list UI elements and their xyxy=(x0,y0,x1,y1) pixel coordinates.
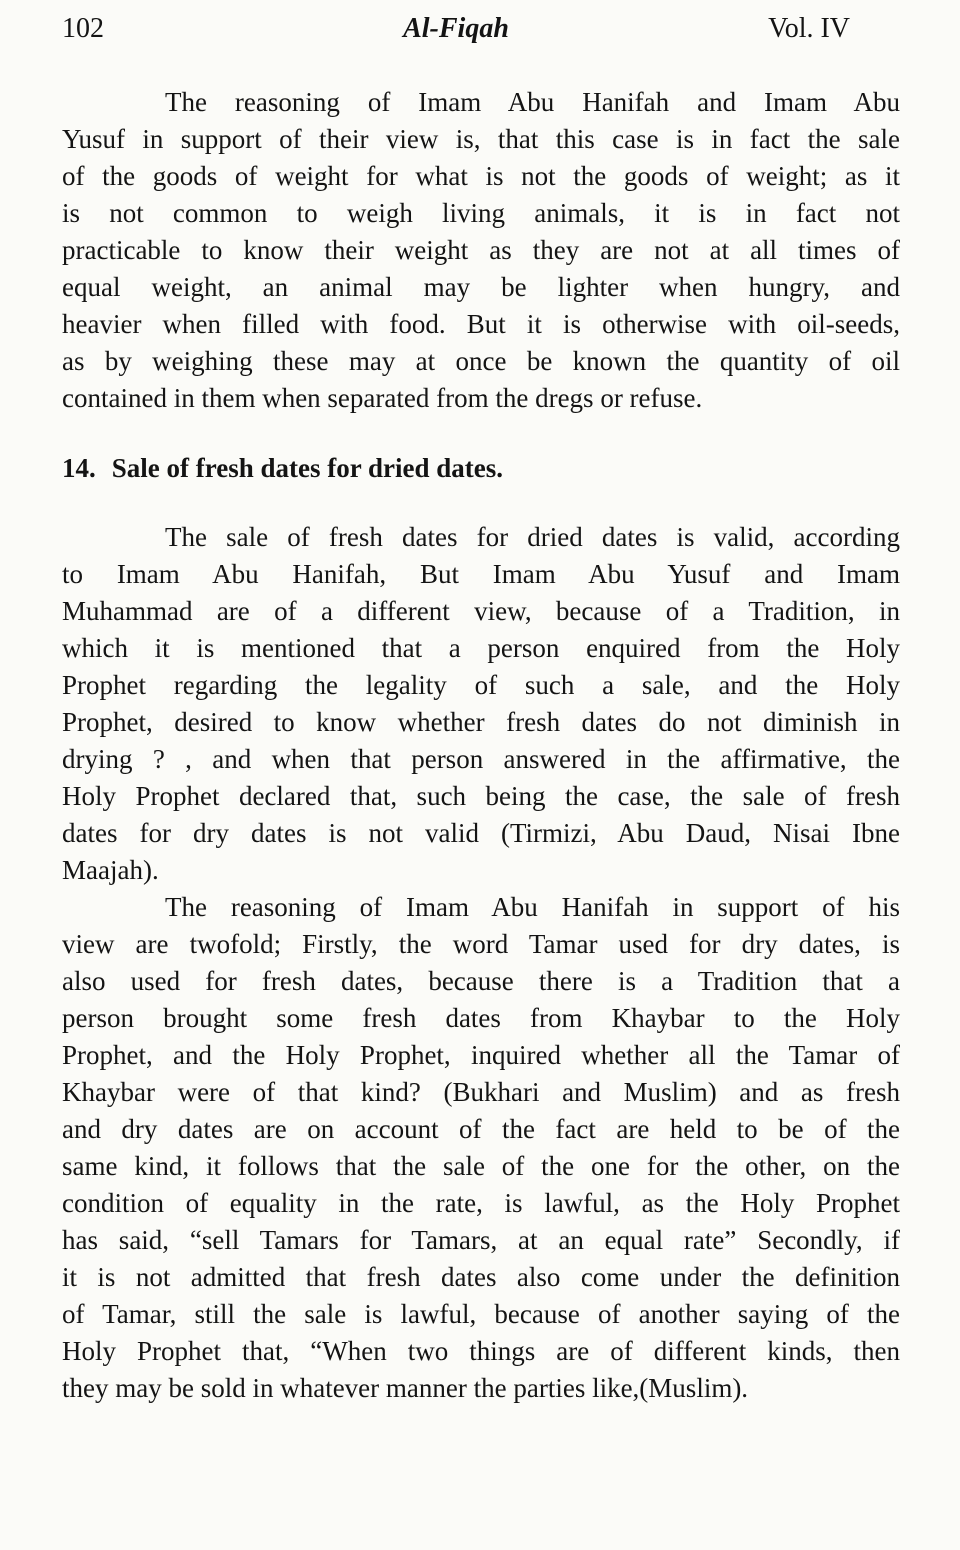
text-line: to Imam Abu Hanifah, But Imam Abu Yusuf and Imam xyxy=(62,559,900,589)
text-line: Holy Prophet that, “When two things are of different kinds, then xyxy=(62,1336,900,1366)
text-line: Maajah). xyxy=(62,855,159,885)
section-title: Sale of fresh dates for dried dates. xyxy=(111,453,503,483)
text-line: drying ? , and when that person answered in the affirmative, the xyxy=(62,744,900,774)
text-line: and dry dates are on account of the fact are held to be of the xyxy=(62,1114,900,1144)
page-header xyxy=(0,0,960,48)
volume-label: Vol. IV xyxy=(768,13,851,44)
text-line: Prophet, desired to know whether fresh dates do not diminish in xyxy=(62,707,900,737)
text-line: same kind, it follows that the sale of the one for the other, on the xyxy=(62,1151,900,1181)
text-line: Prophet regarding the legality of such a sale, and the Holy xyxy=(62,670,900,700)
text-line: The sale of fresh dates for dried dates is valid, according xyxy=(165,522,900,552)
text-line: Muhammad are of a different view, because of a Tradition, in xyxy=(62,596,900,626)
section-number: 14. xyxy=(62,453,96,483)
text-line: they may be sold in whatever manner the parties like,(Muslim). xyxy=(62,1373,749,1403)
text-line: is not common to weigh living animals, it is in fact not xyxy=(62,198,900,228)
text-line: The reasoning of Imam Abu Hanifah in support of his xyxy=(165,892,900,922)
page-number: 102 xyxy=(62,13,104,44)
paragraph xyxy=(62,519,900,889)
text-line: which it is mentioned that a person enquired from the Holy xyxy=(62,633,900,663)
text-line: also used for fresh dates, because there is a Tradition that a xyxy=(62,966,900,996)
page-body xyxy=(62,84,900,1407)
paragraph xyxy=(62,889,900,1407)
text-line: condition of equality in the rate, is lawful, as the Holy Prophet xyxy=(62,1188,900,1218)
text-line: view are twofold; Firstly, the word Tamar used for dry dates, is xyxy=(62,929,900,959)
text-line: Yusuf in support of their view is, that this case is in fact the sale xyxy=(62,124,900,154)
text-line: of the goods of weight for what is not the goods of weight; as it xyxy=(62,161,900,191)
section-heading xyxy=(62,450,900,487)
text-line: dates for dry dates is not valid (Tirmizi, Abu Daud, Nisai Ibne xyxy=(62,818,900,848)
text-line: person brought some fresh dates from Khaybar to the Holy xyxy=(62,1003,900,1033)
paragraph xyxy=(62,84,900,417)
text-line: Prophet, and the Holy Prophet, inquired whether all the Tamar of xyxy=(62,1040,900,1070)
text-line: of Tamar, still the sale is lawful, because of another saying of the xyxy=(62,1299,900,1329)
text-line: has said, “sell Tamars for Tamars, at an equal rate” Secondly, if xyxy=(62,1225,900,1255)
text-line: practicable to know their weight as they are not at all times of xyxy=(62,235,900,265)
book-title: Al-Fiqah xyxy=(403,13,509,44)
text-line: heavier when filled with food. But it is otherwise with oil-seeds, xyxy=(62,309,900,339)
text-line: equal weight, an animal may be lighter when hungry, and xyxy=(62,272,900,302)
text-line: as by weighing these may at once be known the quantity of oil xyxy=(62,346,900,376)
text-line: The reasoning of Imam Abu Hanifah and Imam Abu xyxy=(165,87,900,117)
text-line: Holy Prophet declared that, such being the case, the sale of fresh xyxy=(62,781,900,811)
text-line: Khaybar were of that kind? (Bukhari and Muslim) and as fresh xyxy=(62,1077,900,1107)
text-line: contained in them when separated from the dregs or refuse. xyxy=(62,383,703,413)
text-line: it is not admitted that fresh dates also come under the definition xyxy=(62,1262,900,1292)
